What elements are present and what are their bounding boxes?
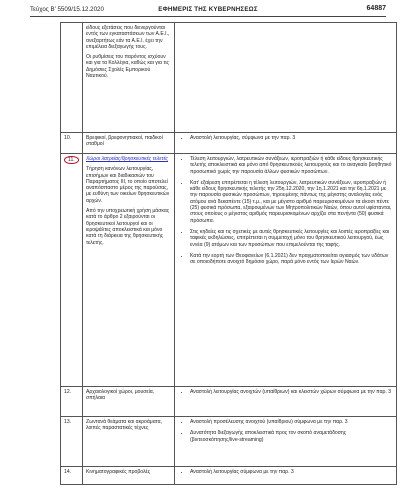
measure-bullet: • Αναστολή λειτουργίας ανοιχτών (υπαίθριων) και κλειστών χώρων σύμφωνα με την παρ. 3: [190, 389, 393, 395]
page-header: [30, 6, 386, 16]
row-label: Κινηματογραφικές προβολές: [83, 467, 175, 485]
issue-reference: Τεύχος Β' 5509/15.12.2020: [30, 6, 104, 13]
table-row: [61, 387, 397, 417]
row-number: 12.: [61, 387, 83, 417]
circled-row-number: 11.: [64, 156, 79, 164]
measure-bullet: • Τέλεση λειτουργιών, λατρευτικών συνάξεων, ιεροπραξιών ή κάθε είδους θρησκευτικής τελετής αποκλειστικά και μόνο από θρησκευτικούς λειτουργούς και το αναγκαίο βοηθητικό προσωπικό χωρίς την παρουσία άλλων φυσικών προσώπων.: [190, 156, 393, 175]
measure-bullet: • Κατά την εορτή των Θεοφανείων (6.1.2021) δεν πραγματοποιείται αγιασμός των υδάτων σε οποιοδήποτε ανοιχτό δημόσιο χώρο, παρά μόνο εντός των Ιερών Ναών.: [190, 253, 393, 266]
row-number: [61, 154, 83, 387]
row-number: 10.: [61, 133, 83, 154]
measure-bullet: • Αναστολή λειτουργίας σύμφωνα με την παρ. 3: [190, 469, 393, 475]
row-number: 14.: [61, 467, 83, 485]
row-measures: [175, 133, 397, 154]
label-paragraph: Τήρηση κανόνων λειτουργίας, επισήμων και διαδικασιών του Παραρτήματος ΙΙΙ, το οποίο αποτελεί αναπόσπαστο μέρος της παρούσας, με ευθύνη των οικείων θρησκευτικών αρχών.: [86, 166, 170, 204]
row-label: Ζωντανά θεάματα και ακροάματα, λοιπές παραστατικές τέχνες: [83, 417, 175, 467]
page-number: 64887: [366, 5, 386, 12]
row-label-title: Χώροι λατρείας/θρησκευτικές τελετές: [86, 156, 169, 162]
gazette-title: ΕΦΗΜΕΡΙΣ ΤΗΣ ΚΥΒΕΡΝΗΣΕΩΣ: [158, 6, 258, 13]
table-row: [61, 23, 397, 133]
table-row: [61, 417, 397, 467]
header-divider: [30, 16, 386, 17]
row-measures: [175, 23, 397, 133]
measure-bullet: • Αναστολή λειτουργίας, σύμφωνα με την παρ. 3: [190, 135, 393, 141]
row-measures: [175, 417, 397, 467]
row-label: [83, 23, 175, 133]
row-measures: [175, 387, 397, 417]
measure-bullet: • Στις κηδείες και τις σχετικές με αυτές θρησκευτικές λειτουργίες και λοιπές ιεροπραξίες και ταφικές εκδηλώσεις, επιτρέπεται η συμμετοχή μόνο του θρησκευτικού λειτουργού, έως εννέα (9) ατόμων και των προσώπων που επιμελούνται της ταφής.: [190, 229, 393, 248]
table-row: [61, 154, 397, 387]
row-label: Βρεφικοί, βρεφονηπιακοί, παιδικοί σταθμοί: [83, 133, 175, 154]
measures-table: [60, 22, 397, 485]
label-paragraph: είδους εξετάσεις που διενεργούνται εντός των εγκαταστάσεων των Α.Ε.Ι., ανεξαρτήτως εάν τα Α.Ε.Ι. έχει την επιμέλεια διεξαγωγής τους.: [86, 25, 170, 50]
row-measures: [175, 154, 397, 387]
measure-bullet: • Αναστολή προσέλευσης ανοιχτού (υπαίθριου) σύμφωνα με την παρ. 3: [190, 419, 393, 425]
row-number: [61, 23, 83, 133]
measure-bullet: • Κατ' εξαίρεση επιτρέπεται η τέλεση λειτουργιών, λατρευτικών συνάξεων, ιεροπραξιών ή κάθε είδους θρησκευτικής τελετής την 25η.12.2020, την 1η.1.2021 και την 6η.1.2021 με την παρουσία φυσικών προσώπων, τηρουμένης πάντως της μέγιστης αναλογίας ενός ατόμου ανά δεκαπέντε (15) τ.μ., και με μέγιστο αριθμό παρευρισκομένων τα είκοσι πέντε (25) φυσικά πρόσωπα, εξαιρουμένων των Μητροπολιτικών Ναών, όπου αυτοί υφίστανται, στους οποίους ο μέγιστος αριθμός παρευρισκομένων αρχίζει στα πενήντα (50) φυσικά πρόσωπα.: [190, 180, 393, 224]
table-row: [61, 467, 397, 485]
label-paragraph: Από την υποχρεωτική χρήση μάσκας κατά το άρθρο 2 εξαιρούνται οι θρησκευτικοί λειτουργοί και οι ιεροψάλτες αποκλειστικά και μόνο κατά τη διάρκεια της θρησκευτικής τελετής.: [86, 208, 170, 246]
table-row: [61, 133, 397, 154]
row-number: 13.: [61, 417, 83, 467]
row-measures: [175, 467, 397, 485]
label-paragraph: Οι ρυθμίσεις του παρόντος ισχύουν και για τα Κολλέγια, καθώς και για τις Δημόσιες Σχολές Εμπορικού Ναυτικού.: [86, 54, 169, 80]
measure-bullet: • Δυνατότητα διεξαγωγής αποκλειστικά προς τον σκοπό αναμετάδοσης (βιντεοσκόπησης/live-streaming): [190, 430, 393, 443]
row-label: [83, 154, 175, 387]
row-label: Αρχαιολογικοί χώροι, μουσεία, σπήλαια: [83, 387, 175, 417]
